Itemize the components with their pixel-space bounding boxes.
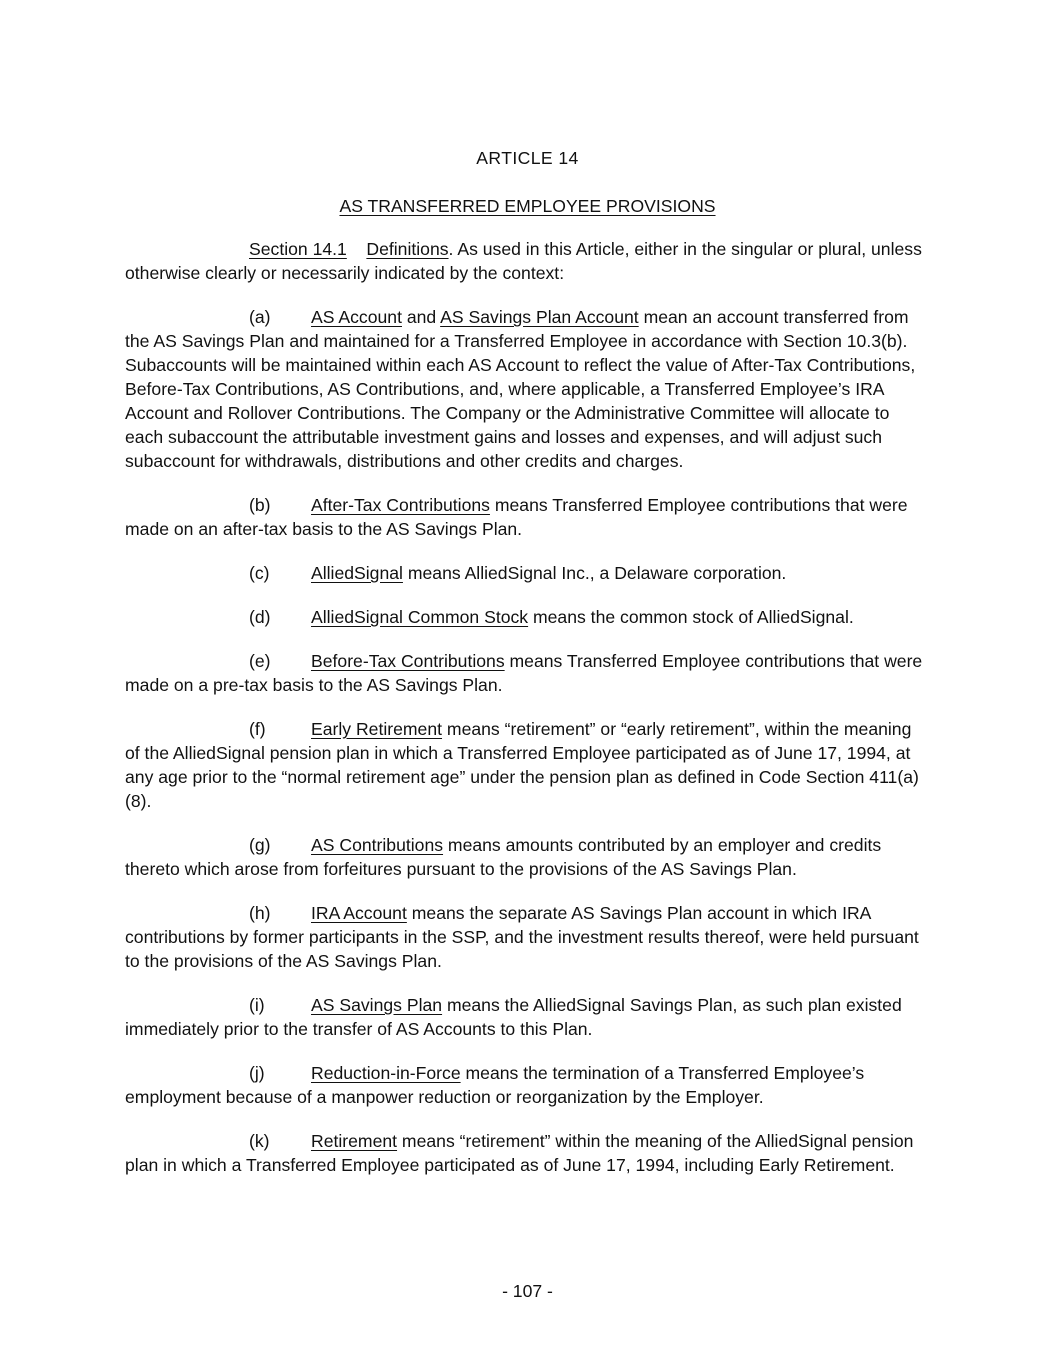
definition-connector: and bbox=[401, 307, 441, 327]
definition-label: (k) bbox=[249, 1131, 270, 1151]
section-intro-text: . As used in this Article, either in the singular or plural, unless otherwise clearly or necessarily indicated by the context: bbox=[125, 239, 922, 283]
article-subtitle bbox=[0, 194, 1055, 218]
definition-term: AS Account bbox=[311, 307, 402, 327]
definition-text: means the separate AS Savings Plan account in which IRA contributions by former participants in the SSP, and the investment results thereof, were held pursuant to the provisions of the AS Savings Plan. bbox=[125, 903, 919, 971]
definition-label: (g) bbox=[249, 835, 271, 855]
definition-item bbox=[125, 993, 925, 1041]
definition-term: Reduction-in-Force bbox=[311, 1063, 461, 1083]
definition-item bbox=[125, 717, 925, 813]
definition-term: Early Retirement bbox=[311, 719, 443, 739]
definition-term: AS Contributions bbox=[311, 835, 444, 855]
article-subtitle-text: AS TRANSFERRED EMPLOYEE PROVISIONS bbox=[339, 196, 716, 216]
definition-label: (i) bbox=[249, 995, 265, 1015]
definition-term: IRA Account bbox=[311, 903, 407, 923]
definition-text: means “retirement” or “early retirement”, within the meaning of the AlliedSignal pension plan in which a Transferred Employee participated as of June 17, 1994, at any age prior to the “normal retirement age” under the pension plan as defined in Code Section 411(a)(8). bbox=[125, 719, 919, 811]
section-number: Section 14.1 bbox=[249, 239, 347, 259]
definition-text: means the AlliedSignal Savings Plan, as such plan existed immediately prior to the transfer of AS Accounts to this Plan. bbox=[125, 995, 902, 1039]
definition-text: means the termination of a Transferred Employee’s employment because of a manpower reduction or reorganization by the Employer. bbox=[125, 1063, 865, 1107]
definition-label: (j) bbox=[249, 1063, 265, 1083]
definition-term: Retirement bbox=[311, 1131, 398, 1151]
definition-label: (c) bbox=[249, 563, 270, 583]
definition-text: means amounts contributed by an employer and credits thereto which arose from forfeitures pursuant to the provisions of the AS Savings Plan. bbox=[125, 835, 882, 879]
page-number: - 107 - bbox=[502, 1281, 553, 1301]
definition-item bbox=[125, 605, 925, 629]
definition-text: means Transferred Employee contributions that were made on an after-tax basis to the AS Savings Plan. bbox=[125, 495, 908, 539]
definition-term: AlliedSignal Common Stock bbox=[311, 607, 529, 627]
definition-label: (h) bbox=[249, 903, 271, 923]
definition-text: means the common stock of AlliedSignal. bbox=[528, 607, 854, 627]
section-name: Definitions bbox=[366, 239, 449, 259]
definition-item bbox=[125, 1129, 925, 1177]
definition-item bbox=[125, 305, 925, 473]
definition-text: means Transferred Employee contributions that were made on a pre-tax basis to the AS Savings Plan. bbox=[125, 651, 923, 695]
definition-item bbox=[125, 561, 925, 585]
document-body bbox=[125, 237, 925, 1197]
definition-text: means AlliedSignal Inc., a Delaware corporation. bbox=[402, 563, 787, 583]
definition-item bbox=[125, 493, 925, 541]
definition-term: After-Tax Contributions bbox=[311, 495, 490, 515]
definition-term-secondary: AS Savings Plan Account bbox=[440, 307, 639, 327]
definition-text: mean an account transferred from the AS Savings Plan and maintained for a Transferred Employee in accordance with Section 10.3(b). Subaccounts will be maintained within each AS Account to reflect the value of After-Tax Contributions, Before-Tax Contributions, AS Contributions, and, where applicable, a Transferred Employee’s IRA Account and Rollover Contributions. The Company or the Administrative Committee will allocate to each subaccount the attributable investment gains and losses and expenses, and will adjust such subaccount for withdrawals, distributions and other credits and charges. bbox=[125, 307, 916, 471]
definition-label: (b) bbox=[249, 495, 271, 515]
section-intro bbox=[125, 237, 925, 285]
definition-term: AS Savings Plan bbox=[311, 995, 443, 1015]
definition-label: (f) bbox=[249, 719, 266, 739]
definition-item bbox=[125, 901, 925, 973]
definition-label: (d) bbox=[249, 607, 271, 627]
definition-term: Before-Tax Contributions bbox=[311, 651, 505, 671]
definition-label: (e) bbox=[249, 651, 271, 671]
definition-item bbox=[125, 649, 925, 697]
definition-item bbox=[125, 833, 925, 881]
definition-item bbox=[125, 1061, 925, 1109]
definition-label: (a) bbox=[249, 307, 271, 327]
definition-text: means “retirement” within the meaning of the AlliedSignal pension plan in which a Transferred Employee participated as of June 17, 1994, including Early Retirement. bbox=[125, 1131, 914, 1175]
article-title: ARTICLE 14 bbox=[476, 148, 579, 168]
definition-term: AlliedSignal bbox=[311, 563, 403, 583]
